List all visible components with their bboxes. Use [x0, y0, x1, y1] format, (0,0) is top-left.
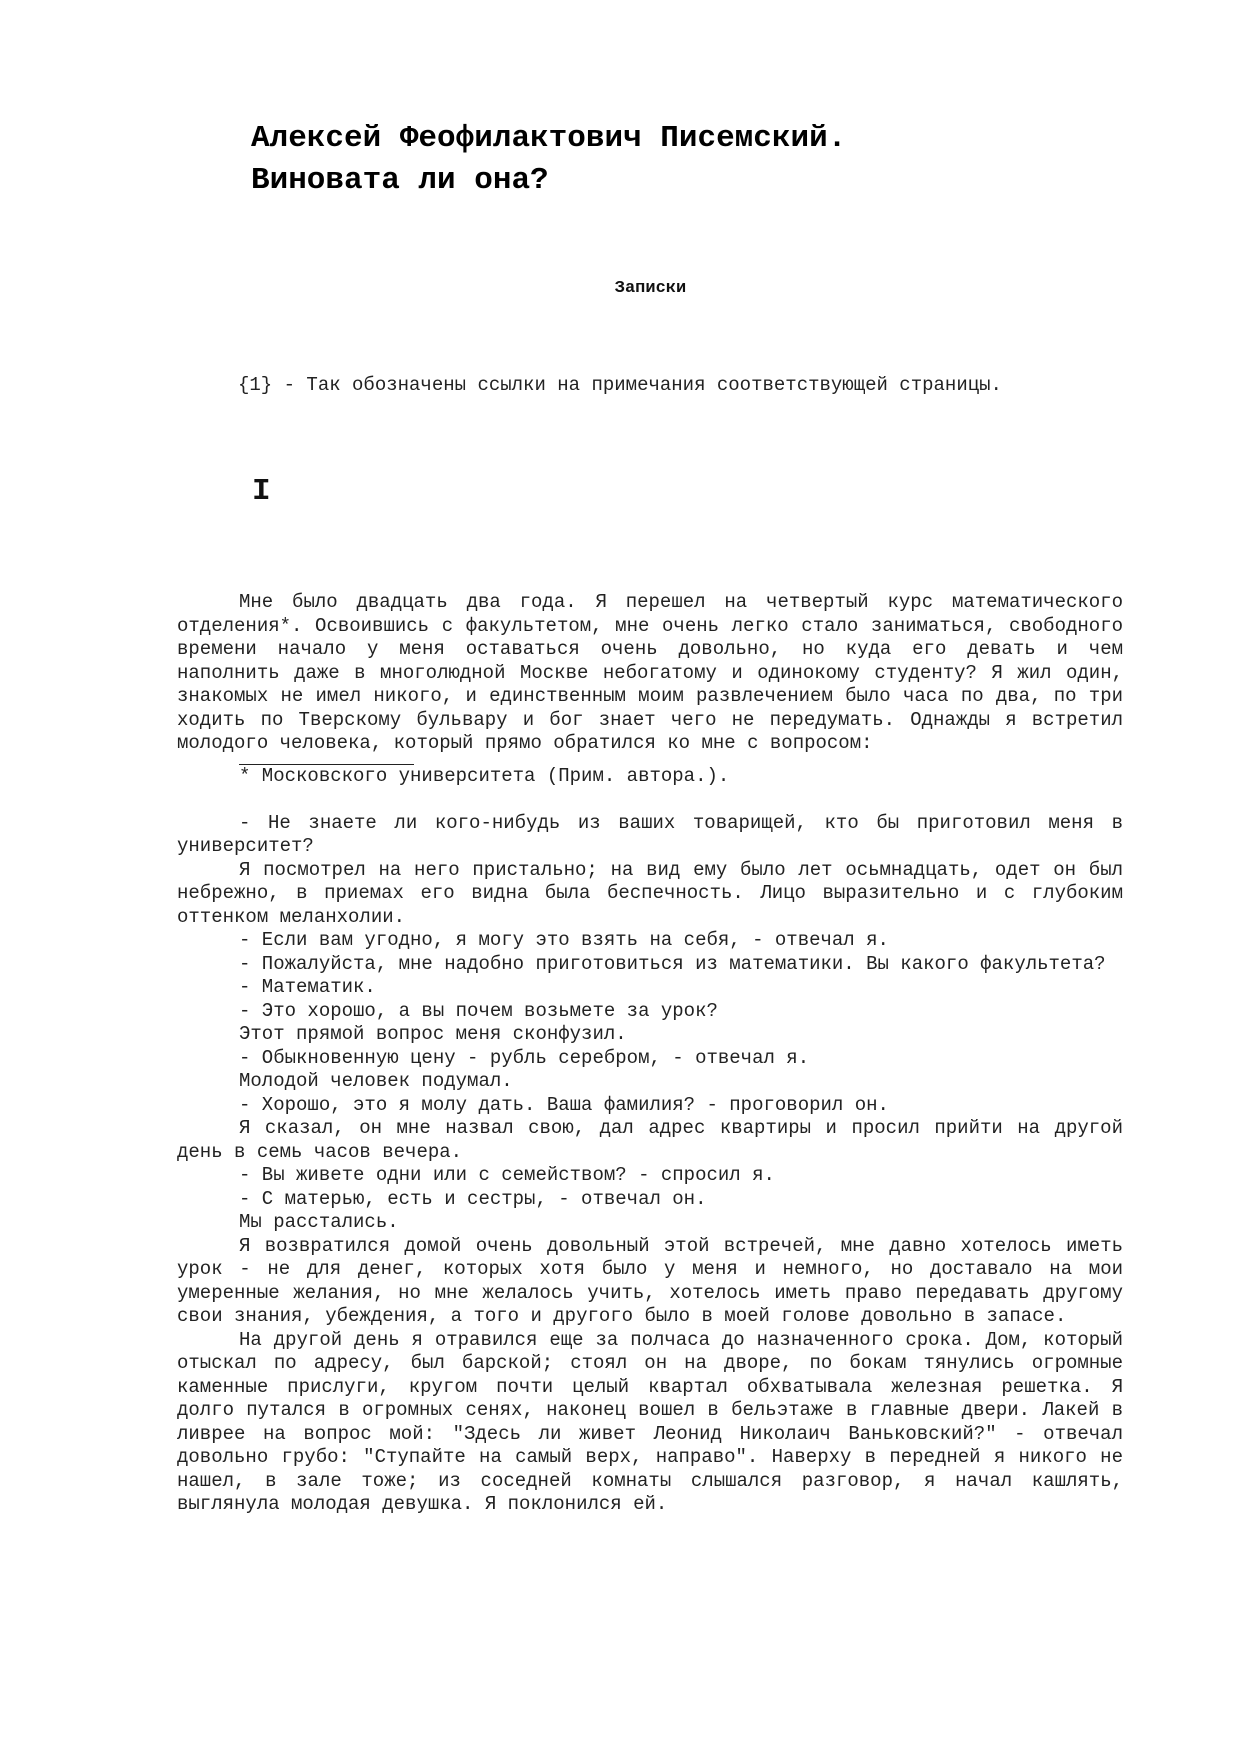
document-title — [251, 118, 1151, 202]
work-title-line: Виновата ли она? — [251, 163, 549, 198]
paragraph: Этот прямой вопрос меня сконфузил. — [239, 1023, 627, 1045]
paragraph: - Обыкновенную цену - рубль серебром, - отвечал я. — [239, 1046, 810, 1069]
footnote: * Московского университета (Прим. автора.). — [239, 764, 730, 787]
paragraph: Я возвратился домой очень довольный этой встречей, мне давно хотелось иметь урок - не для денег, которых хотя было у меня и немного, но доставало на мои умеренные желания, но мне желалось учить, хотелось иметь право передавать другому свои знания, убеждения, а того и другого было в моей голове довольно в запасе. — [177, 1234, 1123, 1327]
paragraph: Молодой человек подумал. — [239, 1070, 513, 1092]
paragraph: - Хорошо, это я молу дать. Ваша фамилия? - проговорил он. — [239, 1093, 889, 1116]
text-body — [177, 591, 1123, 1517]
paragraph: - С матерью, есть и сестры, - отвечал он. — [239, 1187, 707, 1210]
paragraph: - Не знаете ли кого-нибудь из ваших товарищей, кто бы приготовил меня в университет? — [177, 811, 1123, 857]
paragraph: Я посмотрел на него пристально; на вид ему было лет осьмнадцать, одет он был небрежно, в приемах его видна была беспечность. Лицо выразительно и с глубоким оттенком меланхолии. — [177, 858, 1123, 928]
paragraph: - Это хорошо, а вы почем возьмете за урок? — [239, 999, 718, 1022]
paragraph: Мне было двадцать два года. Я перешел на четвертый курс математического отделения*. Освоившись с факультетом, мне очень легко стало заниматься, свободного времени начало у меня оставаться очень довольно, но куда его девать и чем наполнить даже в многолюдной Москве небогатому и одинокому студенту? Я жил один, знакомых не имел никого, и единственным моим развлечением было часа по два, по три ходить по Тверскому бульвару и бог знает чего не передумать. Однажды я встретил молодого человека, который прямо обратился ко мне с вопросом: — [177, 591, 1123, 754]
paragraph: На другой день я отравился еще за полчаса до назначенного срока. Дом, который отыскал по адресу, был барской; стоял он на дворе, по бокам тянулись огромные каменные прислуги, кругом почти целый квартал обхватывала железная решетка. Я долго путался в огромных сенях, наконец вошел в бельэтаже в главные двери. Лакей в ливрее на вопрос мой: "Здесь ли живет Леонид Николаич Ваньковский?" - отвечал довольно грубо: "Ступайте на самый верх, направо". Наверху в передней я никого не нашел, в зале тоже; из соседней комнаты слышался разговор, я начал кашлять, выглянула молодая девушка. Я поклонился ей. — [177, 1328, 1123, 1515]
paragraph: - Вы живете одни или с семейством? - спросил я. — [239, 1164, 775, 1186]
author-line: Алексей Феофилактович Писемский. — [251, 121, 847, 156]
chapter-number: I — [252, 474, 271, 509]
paragraph: - Пожалуйста, мне надобно приготовиться из математики. Вы какого факультета? — [239, 952, 1106, 975]
subtitle: Записки — [614, 279, 687, 298]
notes-explanation: {1} - Так обозначены ссылки на примечания соответствующей страницы. — [238, 374, 1002, 396]
paragraph: - Математик. — [239, 976, 376, 998]
paragraph: Я сказал, он мне назвал свою, дал адрес квартиры и просил прийти на другой день в семь часов вечера. — [177, 1117, 1123, 1163]
paragraph: - Если вам угодно, я могу это взять на себя, - отвечал я. — [239, 929, 889, 951]
paragraph: Мы расстались. — [239, 1211, 399, 1233]
